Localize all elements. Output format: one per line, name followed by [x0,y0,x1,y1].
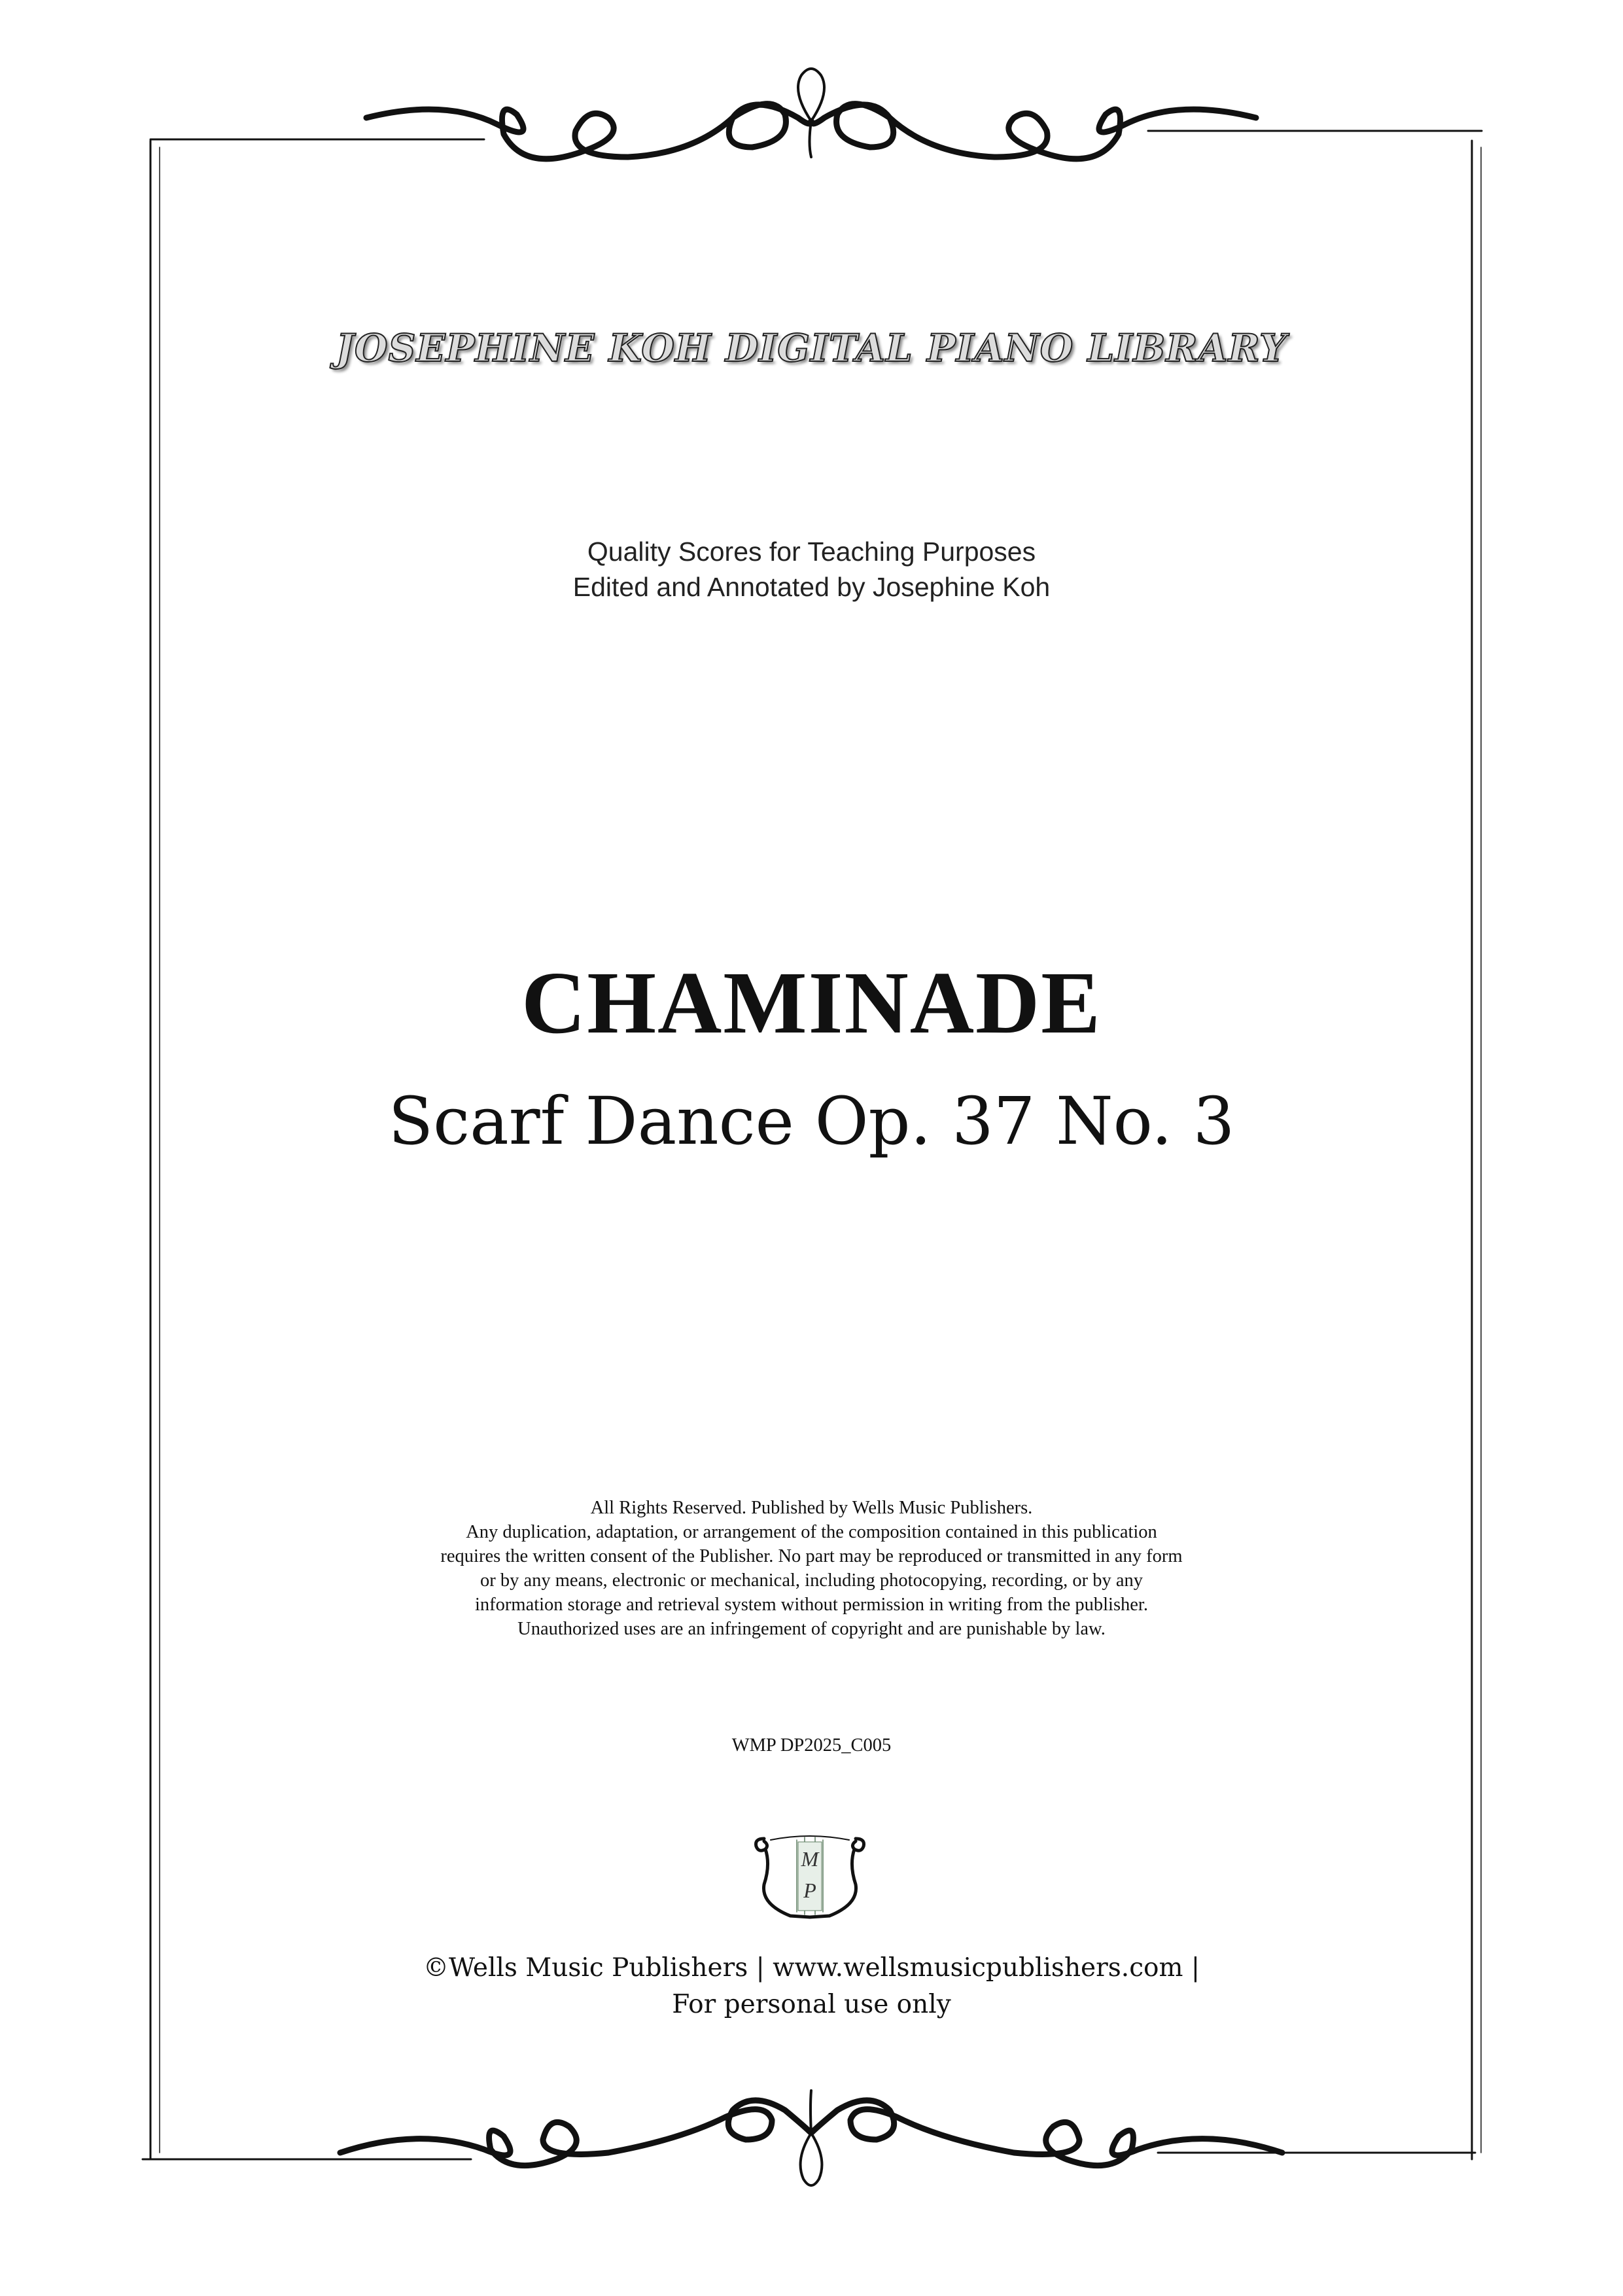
piece-title: Scarf Dance Op. 37 No. 3 [388,1083,1235,1159]
bottom-ornament [340,2091,1282,2185]
copyright-line: Any duplication, adaptation, or arrangement of the composition contained in this publication [466,1522,1157,1542]
logo-letter-m: M [801,1847,819,1871]
copyright-notice [0,1496,1623,1641]
logo-letter-p: P [803,1879,816,1902]
tagline-editor: Edited and Annotated by Josephine Koh [572,572,1051,602]
tagline-purpose: Quality Scores for Teaching Purposes [587,537,1036,567]
copyright-line: information storage and retrieval system without permission in writing from the publisher. [475,1595,1148,1615]
copyright-line: Unauthorized uses are an infringement of copyright and are punishable by law. [517,1619,1106,1639]
library-title: JOSEPHINE KOH DIGITAL PIANO LIBRARY [336,326,1287,370]
copyright-line: requires the written consent of the Publisher. No part may be reproduced or transmitted in any form [440,1546,1183,1566]
publisher-logo [744,1826,875,1924]
usage-note: For personal use only [672,1990,951,2019]
catalog-number: WMP DP2025_C005 [731,1735,892,1756]
composer-name: CHAMINADE [521,954,1102,1052]
copyright-line: or by any means, electronic or mechanical, including photocopying, recording, or by any [480,1570,1143,1591]
top-ornament [366,69,1256,159]
copyright-line: All Rights Reserved. Published by Wells Music Publishers. [590,1498,1033,1518]
publisher-footer: ©Wells Music Publishers | www.wellsmusicpublishers.com | [423,1953,1200,1983]
